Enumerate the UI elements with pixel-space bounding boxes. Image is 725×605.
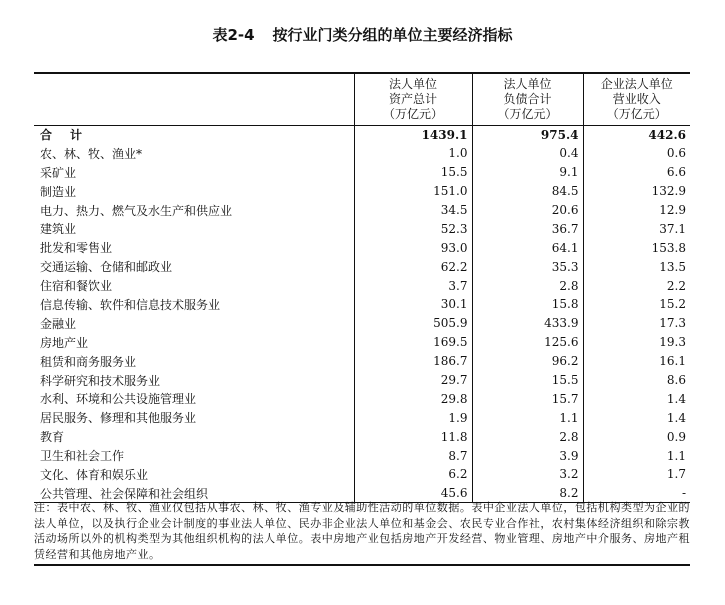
assets-value: 34.5 [354,201,472,220]
revenue-value: 132.9 [583,182,690,201]
total-assets: 1439.1 [354,125,472,144]
industry-name: 租赁和商务服务业 [40,354,137,369]
table-title [0,24,725,45]
liabilities-value: 2.8 [472,276,583,295]
assets-value: 3.7 [354,276,472,295]
table-row [34,333,690,352]
industry-name: 教育 [40,430,65,445]
assets-value: 29.8 [354,389,472,408]
total-liabilities: 975.4 [472,125,583,144]
assets-value: 52.3 [354,219,472,238]
liabilities-value: 0.4 [472,144,583,163]
header-revenue-line2: 营业收入 [612,91,661,106]
header-liabilities-line2: 负债合计 [503,91,552,106]
assets-value: 11.8 [354,427,472,446]
table-row [34,465,690,484]
table-row [34,446,690,465]
table-header [34,73,690,125]
table-row [34,314,690,333]
assets-value: 93.0 [354,238,472,257]
header-revenue [583,73,690,125]
header-assets-line1: 法人单位 [388,76,437,91]
revenue-value: 1.1 [583,446,690,465]
total-revenue: 442.6 [583,125,690,144]
header-revenue-unit: （万亿元） [606,106,667,121]
assets-value: 1.9 [354,408,472,427]
assets-value: 8.7 [354,446,472,465]
assets-value: 1.0 [354,144,472,163]
header-assets-unit: （万亿元） [382,106,443,121]
assets-value: 186.7 [354,352,472,371]
assets-value: 151.0 [354,182,472,201]
total-row [34,125,690,144]
header-industry-blank [34,73,354,125]
revenue-value: 17.3 [583,314,690,333]
table-number: 表2-4 [212,26,255,44]
revenue-value: - [583,484,690,503]
revenue-value: 0.9 [583,427,690,446]
industry-name: 电力、热力、燃气及水生产和供应业 [40,203,233,218]
table-row [34,389,690,408]
assets-value: 15.5 [354,163,472,182]
revenue-value: 15.2 [583,295,690,314]
industry-name: 居民服务、修理和其他服务业 [40,411,197,426]
indicator-table [34,72,690,503]
industry-name: 科学研究和技术服务业 [40,373,161,388]
total-label-b: 计 [70,128,83,143]
industry-name: 公共管理、社会保障和社会组织 [34,484,354,503]
liabilities-value: 433.9 [472,314,583,333]
liabilities-value: 15.7 [472,389,583,408]
total-label [34,125,354,144]
industry-name: 信息传输、软件和信息技术服务业 [40,297,221,312]
table-row [34,219,690,238]
header-row [34,73,690,125]
industry-name: 交通运输、仓储和邮政业 [40,260,173,275]
revenue-value: 37.1 [583,219,690,238]
header-liabilities-unit: （万亿元） [497,106,558,121]
table-row [34,163,690,182]
revenue-value: 6.6 [583,163,690,182]
revenue-value: 19.3 [583,333,690,352]
revenue-value: 1.4 [583,408,690,427]
industry-name: 制造业 [40,184,77,199]
industry-name: 文化、体育和娱乐业 [40,467,149,482]
liabilities-value: 3.9 [472,446,583,465]
table-row [34,295,690,314]
industry-name: 卫生和社会工作 [40,449,125,464]
table-body [34,125,690,503]
header-revenue-line1: 企业法人单位 [600,76,673,91]
table-row [34,408,690,427]
revenue-value: 16.1 [583,352,690,371]
liabilities-value: 8.2 [472,484,583,503]
industry-name: 批发和零售业 [40,241,113,256]
liabilities-value: 84.5 [472,182,583,201]
table-row [34,352,690,371]
assets-value: 6.2 [354,465,472,484]
table-row [34,182,690,201]
total-label-a: 合 [40,128,53,143]
industry-name: 住宿和餐饮业 [40,279,113,294]
liabilities-value: 9.1 [472,163,583,182]
liabilities-value: 3.2 [472,465,583,484]
liabilities-value: 20.6 [472,201,583,220]
table-row [34,238,690,257]
revenue-value: 0.6 [583,144,690,163]
liabilities-value: 15.5 [472,371,583,390]
table-row [34,427,690,446]
revenue-value: 1.7 [583,465,690,484]
header-assets [354,73,472,125]
assets-value: 505.9 [354,314,472,333]
assets-value: 169.5 [354,333,472,352]
liabilities-value: 125.6 [472,333,583,352]
assets-value: 62.2 [354,257,472,276]
industry-name: 房地产业 [40,335,89,350]
revenue-value: 12.9 [583,201,690,220]
table-footnote: 注：表中农、林、牧、渔业仅包括从事农、林、牧、渔专业及辅助性活动的单位数据。表中企业法人单位，包括机构类型为企业的法人单位，以及执行企业会计制度的事业法人单位、民办非企业法人单位和基金会、农民专业合作社，农村集体经济组织和除宗教活动场所以外的机构类型为其他组织机构的法人单位。表中房地产业包括房地产开发经营、物业管理、房地产中介服务、房地产租赁经营和其他房地产业。 [34,500,690,566]
table-row [34,257,690,276]
table-row [34,144,690,163]
assets-value: 30.1 [354,295,472,314]
table-row [34,201,690,220]
header-liabilities-line1: 法人单位 [503,76,552,91]
revenue-value: 1.4 [583,389,690,408]
header-liabilities [472,73,583,125]
revenue-value: 8.6 [583,371,690,390]
liabilities-value: 35.3 [472,257,583,276]
revenue-value: 153.8 [583,238,690,257]
liabilities-value: 2.8 [472,427,583,446]
industry-name: 建筑业 [40,222,77,237]
liabilities-value: 1.1 [472,408,583,427]
indicator-table-container [34,72,690,503]
header-assets-line2: 资产总计 [388,91,437,106]
industry-name: 金融业 [40,316,77,331]
assets-value: 45.6 [354,484,472,503]
revenue-value: 13.5 [583,257,690,276]
industry-name: 水利、环境和公共设施管理业 [40,392,197,407]
assets-value: 29.7 [354,371,472,390]
industry-name: 农、林、牧、渔业* [40,146,143,161]
liabilities-value: 96.2 [472,352,583,371]
table-row [34,276,690,295]
table-title-text: 按行业门类分组的单位主要经济指标 [272,26,513,44]
liabilities-value: 36.7 [472,219,583,238]
liabilities-value: 64.1 [472,238,583,257]
revenue-value: 2.2 [583,276,690,295]
industry-name: 采矿业 [40,165,77,180]
table-row [34,371,690,390]
liabilities-value: 15.8 [472,295,583,314]
